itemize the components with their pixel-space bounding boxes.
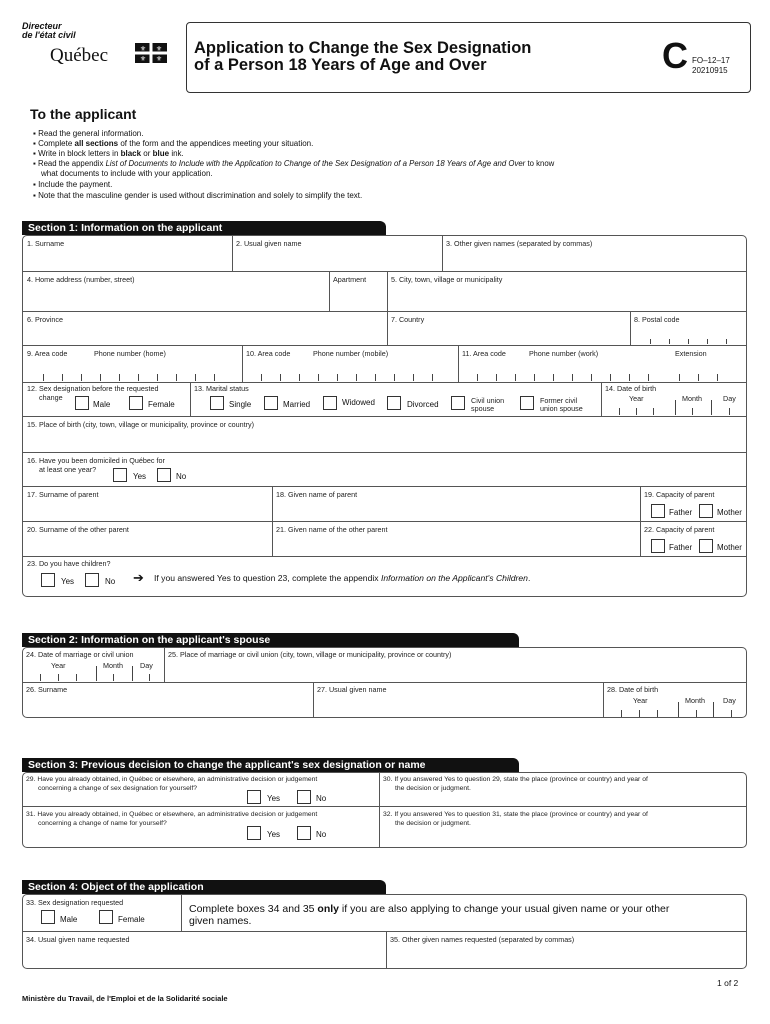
children-label: 23. Do you have children?	[27, 559, 111, 568]
section-2-title: Section 2: Information on the applicant's spouse	[22, 633, 519, 647]
parent-given-name-field[interactable]	[273, 500, 639, 520]
sex-before-label-2: change	[39, 393, 63, 402]
dob-year-label: Year	[629, 394, 644, 403]
prev-name-no-checkbox[interactable]	[297, 826, 311, 840]
prev-sex-yes-checkbox[interactable]	[247, 790, 261, 804]
svg-text:⚜: ⚜	[139, 46, 147, 53]
date-of-birth-label: 14. Date of birth	[605, 384, 657, 393]
dob-month-label: Month	[682, 394, 702, 403]
quebec-flag-icon	[135, 43, 167, 63]
extension-field[interactable]	[660, 359, 747, 381]
prev-sex-decision-label-2: concerning a change of sex designation for yourself?	[38, 785, 198, 792]
logo-quebec: Québec	[50, 45, 109, 66]
section-1-title: Section 1: Information on the applicant	[22, 221, 386, 235]
home-address-label: 4. Home address (number, street)	[27, 275, 135, 284]
intro-bullet-4b: what documents to include with your application.	[41, 169, 213, 178]
spouse-dob-field[interactable]	[604, 704, 747, 718]
parent-surname-field[interactable]	[24, 500, 271, 520]
single-label: Single	[229, 400, 252, 409]
place-of-birth-field[interactable]	[24, 430, 747, 451]
intro-bullet-3: ▪ Write in block letters in black or blue ink.	[33, 149, 184, 158]
sex-requested-label: 33. Sex designation requested	[26, 898, 124, 907]
children-yes-label: Yes	[61, 577, 75, 586]
parent-surname-label: 17. Surname of parent	[27, 490, 99, 499]
sex-requested-male-checkbox[interactable]	[41, 910, 55, 924]
prev-name-yes-label: Yes	[267, 830, 281, 839]
sex-requested-male-label: Male	[60, 915, 78, 924]
parent-father-label: Father	[669, 508, 693, 517]
marital-status-label: 13. Marital status	[194, 384, 249, 393]
surname-field[interactable]	[24, 248, 231, 270]
children-no-label: No	[105, 577, 116, 586]
country-field[interactable]	[388, 325, 629, 344]
children-yes-checkbox[interactable]	[41, 573, 55, 587]
prev-sex-decision-label: 29. Have you already obtained, in Québec or elsewhere, an administrative decision or judgement	[26, 776, 318, 783]
postal-code-field[interactable]	[631, 325, 747, 344]
logo-line-1: Directeur	[22, 21, 62, 31]
phone-work-label: Phone number (work)	[529, 349, 599, 358]
home-address-field[interactable]	[24, 285, 328, 310]
other-names-requested-label: 35. Other given names requested (separated by commas)	[390, 935, 575, 944]
other-names-field[interactable]	[443, 248, 747, 270]
spouse-dob-year-label: Year	[633, 696, 648, 705]
other-parent-surname-field[interactable]	[24, 535, 271, 555]
spouse-given-name-label: 27. Usual given name	[317, 685, 387, 694]
area-code-home-label: 9. Area code	[27, 349, 68, 358]
other-parent-father-checkbox[interactable]	[651, 539, 665, 553]
province-field[interactable]	[24, 325, 386, 344]
prev-sex-yes-label: Yes	[267, 794, 281, 803]
prev-name-place-label: 32. If you answered Yes to question 31, state the place (province or country) and year of	[383, 811, 648, 818]
parent-mother-label: Mother	[717, 508, 742, 517]
arrow-right-icon: ➔	[133, 570, 144, 585]
spouse-dob-month-label: Month	[685, 696, 705, 705]
intro-bullet-6: ▪ Note that the masculine gender is used without discrimination and solely to simplify the text.	[33, 191, 363, 200]
phone-mobile-label: Phone number (mobile)	[313, 349, 389, 358]
section-4-note: Complete boxes 34 and 35 only if you are also applying to change your usual given name or your other	[189, 903, 670, 915]
ministry-name: Ministère du Travail, de l'Emploi et de la Solidarité sociale	[22, 994, 228, 1003]
section-2	[22, 647, 747, 718]
prev-sex-place-field[interactable]	[380, 793, 747, 805]
spouse-surname-label: 26. Surname	[26, 685, 68, 694]
intro-bullet-4: ▪ Read the appendix List of Documents to Include with the Application to Change of the Sex Designation of a Person 18 Years of Age and Over to know	[33, 159, 555, 168]
spouse-surname-field[interactable]	[24, 695, 312, 718]
prev-name-place-field[interactable]	[380, 828, 747, 848]
parent-given-name-label: 18. Given name of parent	[276, 490, 358, 499]
given-name-requested-label: 34. Usual given name requested	[26, 935, 130, 944]
form-title-line-1: Application to Change the Sex Designation	[194, 39, 532, 57]
form-letter: C	[662, 35, 688, 76]
given-name-requested-field[interactable]	[24, 945, 385, 969]
parent-capacity-label: 19. Capacity of parent	[644, 490, 715, 499]
apartment-field[interactable]	[330, 285, 386, 310]
prev-sex-place-label: 30. If you answered Yes to question 29, state the place (province or country) and year of	[383, 776, 648, 783]
given-name-label: 2. Usual given name	[236, 239, 302, 248]
page-number: 1 of 2	[717, 978, 739, 988]
given-name-field[interactable]	[233, 248, 441, 270]
extension-label: Extension	[675, 349, 707, 358]
phone-mobile-field[interactable]	[243, 359, 457, 381]
form-code: FO–12–17	[692, 56, 730, 65]
spouse-dob-day-label: Day	[723, 696, 736, 705]
sex-requested-female-label: Female	[118, 915, 145, 924]
prev-name-decision-label-2: concerning a change of name for yourself?	[38, 820, 167, 827]
other-parent-given-name-label: 21. Given name of the other parent	[276, 525, 388, 534]
divorced-checkbox[interactable]	[387, 396, 401, 410]
marriage-month-label: Month	[103, 661, 123, 670]
apartment-label: Apartment	[333, 275, 367, 284]
other-names-requested-field[interactable]	[387, 945, 747, 969]
intro-bullet-1: ▪ Read the general information.	[33, 129, 144, 138]
domiciled-yes-checkbox[interactable]	[113, 468, 127, 482]
svg-text:⚜: ⚜	[139, 56, 147, 63]
prev-sex-no-label: No	[316, 794, 327, 803]
domiciled-label-2: at least one year?	[39, 465, 97, 474]
children-note: If you answered Yes to question 23, complete the appendix Information on the Applicant's Children.	[154, 573, 531, 583]
city-label: 5. City, town, village or municipality	[391, 275, 503, 284]
sex-before-female-label: Female	[148, 400, 175, 409]
marriage-date-field[interactable]	[24, 668, 163, 681]
area-code-work-label: 11. Area code	[462, 349, 506, 358]
sex-before-label: 12. Sex designation before the requested	[27, 384, 159, 393]
section-3-title: Section 3: Previous decision to change the applicant's sex designation or name	[22, 758, 519, 772]
marriage-day-label: Day	[140, 661, 153, 670]
other-parent-mother-label: Mother	[717, 543, 742, 552]
svg-text:⚜: ⚜	[155, 56, 163, 63]
intro-heading: To the applicant	[30, 106, 137, 122]
surname-label: 1. Surname	[27, 239, 65, 248]
other-parent-capacity-label: 22. Capacity of parent	[644, 525, 715, 534]
parent-father-checkbox[interactable]	[651, 504, 665, 518]
country-label: 7. Country	[391, 315, 425, 324]
other-parent-given-name-field[interactable]	[273, 535, 639, 555]
form-title-line-2: of a Person 18 Years of Age and Over	[194, 56, 487, 74]
logo-line-2: de l'état civil	[22, 30, 76, 40]
divorced-label: Divorced	[407, 400, 439, 409]
prev-name-decision-label: 31. Have you already obtained, in Québec or elsewhere, an administrative decision or judgement	[26, 811, 318, 818]
intro-bullet-2: ▪ Complete all sections of the form and the appendices meeting your situation.	[33, 139, 314, 148]
children-no-checkbox[interactable]	[85, 573, 99, 587]
section-4	[22, 894, 747, 969]
domiciled-no-label: No	[176, 472, 187, 481]
married-checkbox[interactable]	[264, 396, 278, 410]
form-date: 20210915	[692, 66, 728, 75]
civil-union-checkbox[interactable]	[451, 396, 465, 410]
section-4-title: Section 4: Object of the application	[22, 880, 386, 894]
sex-requested-female-checkbox[interactable]	[99, 910, 113, 924]
other-parent-mother-checkbox[interactable]	[699, 539, 713, 553]
title-box	[186, 22, 751, 93]
civil-union-label-2: spouse	[471, 404, 495, 413]
domiciled-yes-label: Yes	[133, 472, 147, 481]
section-4-note-2: given names.	[189, 915, 252, 927]
spouse-dob-label: 28. Date of birth	[607, 685, 659, 694]
section-1	[22, 235, 747, 597]
domiciled-no-checkbox[interactable]	[157, 468, 171, 482]
intro-bullet-5: ▪ Include the payment.	[33, 180, 113, 189]
prev-name-yes-checkbox[interactable]	[247, 826, 261, 840]
postal-code-label: 8. Postal code	[634, 315, 680, 324]
marriage-year-label: Year	[51, 661, 66, 670]
former-civil-union-label-2: union spouse	[540, 404, 583, 413]
dob-day-label: Day	[723, 394, 736, 403]
other-names-label: 3. Other given names (separated by commas)	[446, 239, 593, 248]
phone-home-label: Phone number (home)	[94, 349, 166, 358]
sex-before-male-checkbox[interactable]	[75, 396, 89, 410]
place-of-birth-label: 15. Place of birth (city, town, village or municipality, province or country)	[27, 420, 255, 429]
other-parent-father-label: Father	[669, 543, 693, 552]
parent-mother-checkbox[interactable]	[699, 504, 713, 518]
city-field[interactable]	[388, 285, 747, 310]
spouse-given-name-field[interactable]	[314, 695, 602, 718]
marriage-date-label: 24. Date of marriage or civil union	[26, 650, 134, 659]
marriage-place-label: 25. Place of marriage or civil union (city, town, village or municipality, province or country)	[168, 650, 452, 659]
marriage-place-field[interactable]	[165, 660, 747, 681]
prev-sex-no-checkbox[interactable]	[297, 790, 311, 804]
widowed-label: Widowed	[342, 398, 375, 407]
married-label: Married	[283, 400, 311, 409]
civil-union-label: Civil union	[471, 396, 505, 405]
other-parent-surname-label: 20. Surname of the other parent	[27, 525, 129, 534]
widowed-checkbox[interactable]	[323, 396, 337, 410]
area-code-mobile-label: 10. Area code	[246, 349, 291, 358]
former-civil-union-checkbox[interactable]	[520, 396, 534, 410]
domiciled-label: 16. Have you been domiciled in Québec for	[27, 456, 165, 465]
prev-name-no-label: No	[316, 830, 327, 839]
prev-name-place-label-2: the decision or judgment.	[395, 820, 471, 827]
prev-sex-place-label-2: the decision or judgment.	[395, 785, 471, 792]
svg-text:⚜: ⚜	[155, 46, 163, 53]
province-label: 6. Province	[27, 315, 63, 324]
single-checkbox[interactable]	[210, 396, 224, 410]
sex-before-male-label: Male	[93, 400, 111, 409]
sex-before-female-checkbox[interactable]	[129, 396, 143, 410]
phone-home-field[interactable]	[24, 359, 241, 381]
section-3	[22, 772, 747, 848]
former-civil-union-label: Former civil	[540, 396, 578, 405]
logo	[22, 22, 172, 67]
